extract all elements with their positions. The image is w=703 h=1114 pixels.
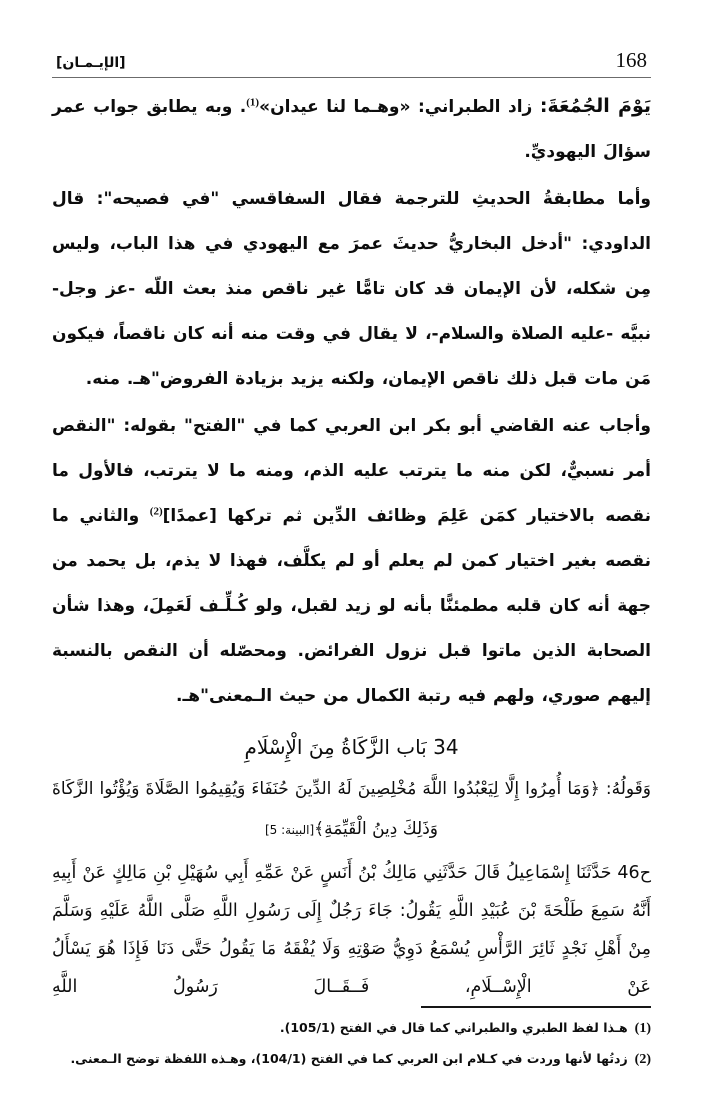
hadith-text: حَدَّثَنَا إِسْمَاعِيلُ قَالَ حَدَّثَنِي مَالِكُ بْنُ أَنَسٍ عَنْ عَمِّهِ أَبِي سُهَيْلِ بْنِ مَالِكٍ عَنْ أَبِيهِ أَنَّهُ سَمِعَ طَلْحَةَ بْنَ عُبَيْدِ اللَّهِ يَقُولُ: جَاءَ رَجُلٌ إِلَى رَسُولِ اللَّهِ صَلَّى اللَّهُ عَلَيْهِ وَسَلَّمَ مِنْ أَهْلِ نَجْدٍ ثَائِرَ الرَّأْسِ يُسْمَعُ دَوِيُّ صَوْتِهِ وَلَا يُفْقَهُ مَا يَقُولُ حَتَّى دَنَا فَإِذَا هُوَ يَسْأَلُ عَنْ الْإِسْــلَامِ، فَــقَــالَ رَسُولُ اللَّهِ	[52, 863, 651, 997]
hadith-46	[52, 854, 651, 1006]
footnotes-section	[52, 1006, 651, 1079]
page-header	[52, 50, 651, 77]
paragraph-text: والثاني ما نقصه بغير اختيار كمن لم يعلم أو لم يكلَّف، فهذا لا يذم، بل يحمد من جهة أنه كان قلبه مطمئنًّا بأنه لو زيد لقبل، ولو كُـلِّـف لَعَمِلَ، وهذا شأن الصحابة الذين ماتوا قبل نزول الفرائض. ومحصّله أن النقص بالنسبة إليهم صوري، ولهم فيه رتبة الكمال من حيث الـمعنى"هـ.	[52, 506, 651, 706]
footnote-1-text: هـذا لفظ الطبري والطبراني كما قال في الفتح (105/1).	[279, 1020, 628, 1035]
paragraph-ibn-arabi-answer	[52, 404, 651, 719]
footnote-1	[52, 1018, 651, 1040]
paragraph-text: وأجاب عنه القاضي أبو بكر ابن العربي كما في "الفتح" بقوله: "النقص أمر نسبيٌّ، لكن منه ما يترتب عليه الذم، ومنه ما لا يترتب، فالأول ما نقصه بالاختيار كمَن عَلِمَ وظائف الدِّين ثم تركها [عمدًا]	[52, 416, 651, 526]
paragraph-dawudi-quote: وأما مطابقةُ الحديثِ للترجمة فقال السفاقسي "في فصيحه": قال الداودي: "أدخل البخاريُّ حديثَ عمرَ مع اليهودي في هذا الباب، وليس مِن شكله، لأن الإيمان قد كان تامًّا غير ناقص منذ بعث اللّه -عز وجل- نبيَّه -عليه الصلاة والسلام-، لا يقال في وقت منه أنه كان ناقصاً، فيكون مَن مات قبل ذلك ناقص الإيمان، ولكنه يزيد بزيادة الفروض"هـ. منه.	[52, 189, 651, 389]
page-number: 168	[615, 48, 647, 72]
quran-verse	[52, 769, 651, 850]
paragraph-text: زاد الطبراني: «وهـما لنا عيدان»	[259, 97, 540, 117]
footnote-marker-2: (2)	[149, 505, 163, 518]
header-divider	[52, 77, 651, 78]
verse-text: ﴿وَمَا أُمِرُوا إِلَّا لِيَعْبُدُوا اللَّهَ مُخْلِصِينَ لَهُ الدِّينَ حُنَفَاءَ وَيُقِيمُوا الصَّلَاةَ وَيُؤْتُوا الزَّكَاةَ وَذَلِكَ دِينُ الْقَيِّمَةِ﴾	[52, 779, 600, 839]
verse-intro: وَقَولُهُ:	[599, 779, 652, 799]
chapter-heading: 34 بَاب الزَّكَاةُ مِنَ الْإِسْلَامِ	[244, 735, 459, 759]
lead-term: يَوْمَ الجُمُعَةَ:	[539, 95, 651, 117]
paragraph-text: . وبه يطابق جواب عمر سؤالَ اليهوديِّ.	[52, 97, 651, 162]
footnote-divider	[421, 1006, 651, 1008]
footnote-2	[52, 1049, 651, 1071]
hadith-number: ح46	[617, 863, 651, 883]
footnote-1-number: (1)	[634, 1021, 651, 1036]
footnote-marker-1: (1)	[246, 96, 260, 109]
paragraph-friday-addition	[52, 84, 651, 175]
verse-reference: [البينة: 5]	[264, 823, 315, 837]
footnote-2-number: (2)	[634, 1051, 651, 1067]
footnote-2-text: زدتُها لأنها وردت في كـلام ابن العربي كما في الفتح (104/1)، وهـذه اللفظة توضح الـمعنى.	[70, 1050, 628, 1066]
section-label: [الإيـمـان]	[56, 55, 126, 71]
